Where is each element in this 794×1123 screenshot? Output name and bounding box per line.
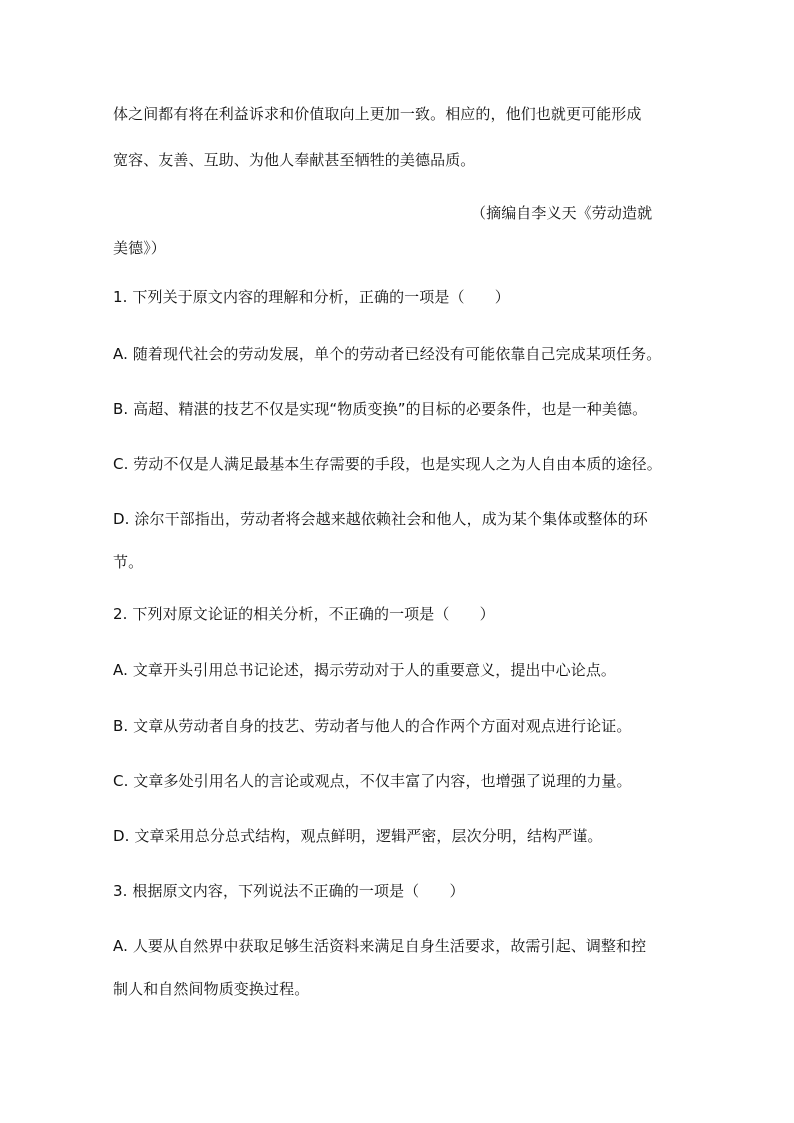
question-2: 2. 下列对原文论证的相关分析，不正确的一项是（ ）	[113, 605, 495, 623]
question-2-option-b: B. 文章从劳动者自身的技艺、劳动者与他人的合作两个方面对观点进行论证。	[113, 717, 632, 735]
question-1: 1. 下列关于原文内容的理解和分析，正确的一项是（ ）	[113, 288, 510, 306]
question-1-option-a: A. 随着现代社会的劳动发展，单个的劳动者已经没有可能依靠自己完成某项任务。	[113, 345, 662, 363]
question-1-option-d: D. 涂尔干部指出，劳动者将会越来越依赖社会和他人，成为某个集体或整体的环	[113, 510, 648, 528]
source-citation-line: 美德》）	[113, 239, 166, 257]
question-3-option-a-continued: 制人和自然间物质变换过程。	[113, 980, 310, 998]
question-1-option-b: B. 高超、精湛的技艺不仅是实现“物质变换”的目标的必要条件，也是一种美德。	[113, 400, 648, 418]
source-citation-line: （摘编自李义天《劳动造就	[471, 204, 653, 222]
question-1-option-c: C. 劳动不仅是人满足最基本生存需要的手段，也是实现人之为人自由本质的途径。	[113, 455, 662, 473]
paragraph-line: 宽容、友善、互助、为他人奉献甚至牺牲的美德品质。	[113, 151, 476, 169]
question-2-option-d: D. 文章采用总分总式结构，观点鲜明，逻辑严密，层次分明，结构严谨。	[113, 827, 603, 845]
question-1-option-d-continued: 节。	[113, 553, 144, 571]
question-3-option-a: A. 人要从自然界中获取足够生活资料来满足自身生活要求，故需引起、调整和控	[113, 937, 647, 955]
question-3: 3. 根据原文内容，下列说法不正确的一项是（ ）	[113, 882, 465, 900]
question-2-option-c: C. 文章多处引用名人的言论或观点，不仅丰富了内容，也增强了说理的力量。	[113, 772, 632, 790]
paragraph-line: 体之间都有将在利益诉求和价值取向上更加一致。相应的，他们也就更可能形成	[113, 105, 642, 123]
question-2-option-a: A. 文章开头引用总书记论述，揭示劳动对于人的重要意义，提出中心论点。	[113, 661, 617, 679]
